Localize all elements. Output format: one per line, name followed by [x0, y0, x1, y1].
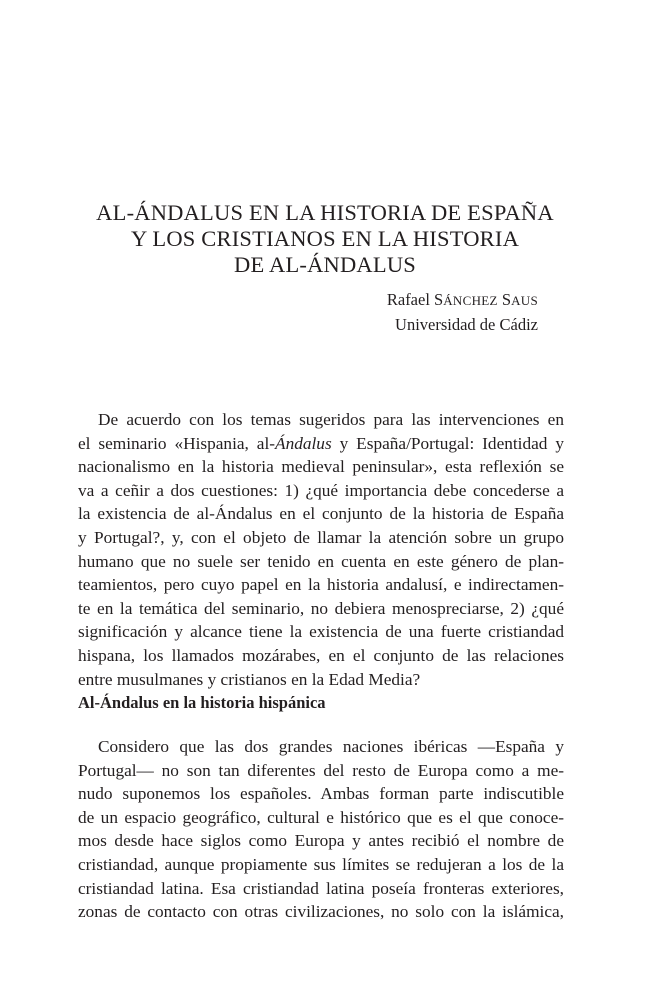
author-surname-2-initial: S [501, 290, 512, 309]
paragraph-line: va a ceñir a dos cuestiones: 1) ¿qué importancia debe concederse a [78, 480, 564, 500]
paragraph-line: teamientos, pero cuyo papel en la historia andalusí, e indirectamen- [78, 575, 564, 595]
paragraph-line: entre musulmanes y cristianos en la Edad Media? [78, 669, 421, 689]
paragraph-line: cristiandad, aunque propiamente sus límites se redujeran a los de la [78, 854, 564, 874]
body-paragraph [78, 735, 564, 924]
paragraph-line: humano que no suele ser tenido en cuenta en este género de plan- [78, 551, 564, 571]
paragraph-line: nudo suponemos los españoles. Ambas forman parte indiscutible [78, 784, 564, 804]
line-text: y España/Portugal: Identidad y [331, 433, 565, 453]
paragraph-line: nacionalismo en la historia medieval peninsular», esta reflexión se [78, 457, 564, 477]
author-surname-2-rest: AUS [511, 293, 538, 308]
author-affiliation: Universidad de Cádiz [395, 315, 538, 334]
paragraph-line: la existencia de al-Ándalus en el conjunto de la historia de España [78, 504, 564, 524]
paragraph-line: cristiandad latina. Esa cristiandad latina poseía fronteras exteriores, [78, 878, 564, 898]
paragraph-line: De acuerdo con los temas sugeridos para las intervenciones en [98, 410, 564, 429]
paragraph-line [78, 432, 564, 456]
paragraph-line: te en la temática del seminario, no debiera menospreciarse, 2) ¿qué [78, 598, 564, 618]
line-text: el seminario «Hispania, al- [78, 433, 276, 453]
author-surname-1-rest: ÁNCHEZ [443, 293, 498, 308]
title-line-3: DE AL-ÁNDALUS [234, 252, 416, 277]
author-surname-1-initial: S [434, 290, 444, 309]
article-title [60, 200, 590, 278]
section-heading: Al-Ándalus en la historia hispánica [78, 693, 326, 712]
author-name [387, 288, 538, 313]
title-line-1: AL-ÁNDALUS EN LA HISTORIA DE ESPAÑA [96, 200, 554, 225]
author-first-name: Rafael [386, 290, 435, 309]
paragraph-line: mos desde hace siglos como Europa y antes recibió el nombre de [78, 831, 564, 851]
intro-paragraph [78, 408, 564, 691]
paragraph-line: Considero que las dos grandes naciones ibéricas —España y [98, 737, 564, 756]
paragraph-line: significación y alcance tiene la existencia de una fuerte cristiandad [78, 622, 564, 642]
paragraph-line: hispana, los llamados mozárabes, en el conjunto de las relaciones [78, 645, 564, 665]
paragraph-line: zonas de contacto con otras civilizaciones, no solo con la islámica, [78, 902, 564, 922]
paragraph-line: y Portugal?, y, con el objeto de llamar la atención sobre un grupo [78, 527, 564, 547]
paragraph-line: Portugal— no son tan diferentes del resto de Europa como a me- [78, 760, 564, 780]
title-line-2: Y LOS CRISTIANOS EN LA HISTORIA [130, 226, 520, 251]
author-block [387, 288, 538, 337]
paragraph-line: de un espacio geográfico, cultural e histórico que es el que conoce- [78, 807, 564, 827]
italic-term: Ándalus [275, 433, 332, 453]
